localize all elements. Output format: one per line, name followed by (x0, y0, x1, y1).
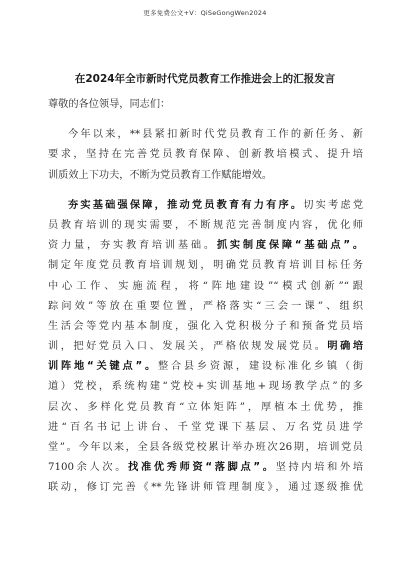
paragraph-line: 员教育培训的现实需要，不断规范完善制度内容，优化师 (48, 219, 363, 231)
paragraph-line: 联动，修订完善《**先锋讲师管理制度》，通过逐级推优 (48, 482, 363, 494)
intro-line: 训质效上下功夫，不断为党员教育工作赋能增效。 (48, 169, 273, 181)
paragraph-line: 踪问效”等放在重要位置，严格落实“三会一课”、组织 (48, 300, 363, 312)
paragraph-line: 7100余人次。找准优秀师资“落脚点”。坚持内培和外培 (48, 462, 363, 474)
paragraph-line: 层次、多样化党员教育“立体矩阵”，厚植本土优势，推 (48, 401, 363, 413)
paragraph-line: 夯实基础强保障，推动党员教育有力有序。切实考虑党 (68, 199, 363, 211)
document-body (48, 95, 363, 499)
subheading: 明确培 (327, 341, 363, 353)
intro-line: 要求，坚持在完善党员教育保障、创新教培模式、提升培 (48, 149, 363, 161)
paragraph-line: 进“百名书记上讲台、千堂党课下基层、万名党员进学 (48, 421, 363, 433)
paragraph-line: 制定年度党员教育培训规划，明确党员教育培训目标任务 (48, 260, 363, 272)
section-heading: 夯实基础强保障，推动党员教育有力有序。 (68, 199, 304, 211)
salutation: 尊敬的各位领导，同志们： (48, 99, 171, 110)
paragraph-line: 堂”。今年以来，全县各级党校累计举办班次26期，培训党员 (48, 442, 363, 453)
watermark-header: 更多免费公文+V：QiSeGongWen2024 (143, 9, 267, 17)
paragraph-line: 训阵地“关键点”。整合县乡资源，建设标准化乡镇（街 (48, 361, 363, 373)
subheading: 找准优秀师资“落脚点”。 (128, 462, 276, 474)
document-title: 在2024年全市新时代党员教育工作推进会上的汇报发言 (74, 73, 336, 85)
subheading: 训阵地“关键点”。 (48, 361, 158, 373)
paragraph-line: 资力量，夯实教育培训基础。抓实制度保障“基础点”。 (48, 240, 363, 252)
intro-line: 今年以来，**县紧扣新时代党员教育工作的新任务、新 (68, 129, 363, 141)
paragraph-line: 道）党校，系统构建“党校+实训基地+现场教学点”的多 (48, 381, 363, 393)
subheading: 抓实制度保障“基础点”。 (216, 240, 363, 252)
paragraph-line: 中心工作、实施流程，将“阵地建设”“模式创新”“跟 (48, 280, 363, 292)
paragraph-line: 生活会等党内基本制度，强化入党积极分子和预备党员培 (48, 320, 363, 332)
paragraph-line: 训，把好党员入口、发展关，严格依规发展党员。明确培 (48, 341, 363, 353)
